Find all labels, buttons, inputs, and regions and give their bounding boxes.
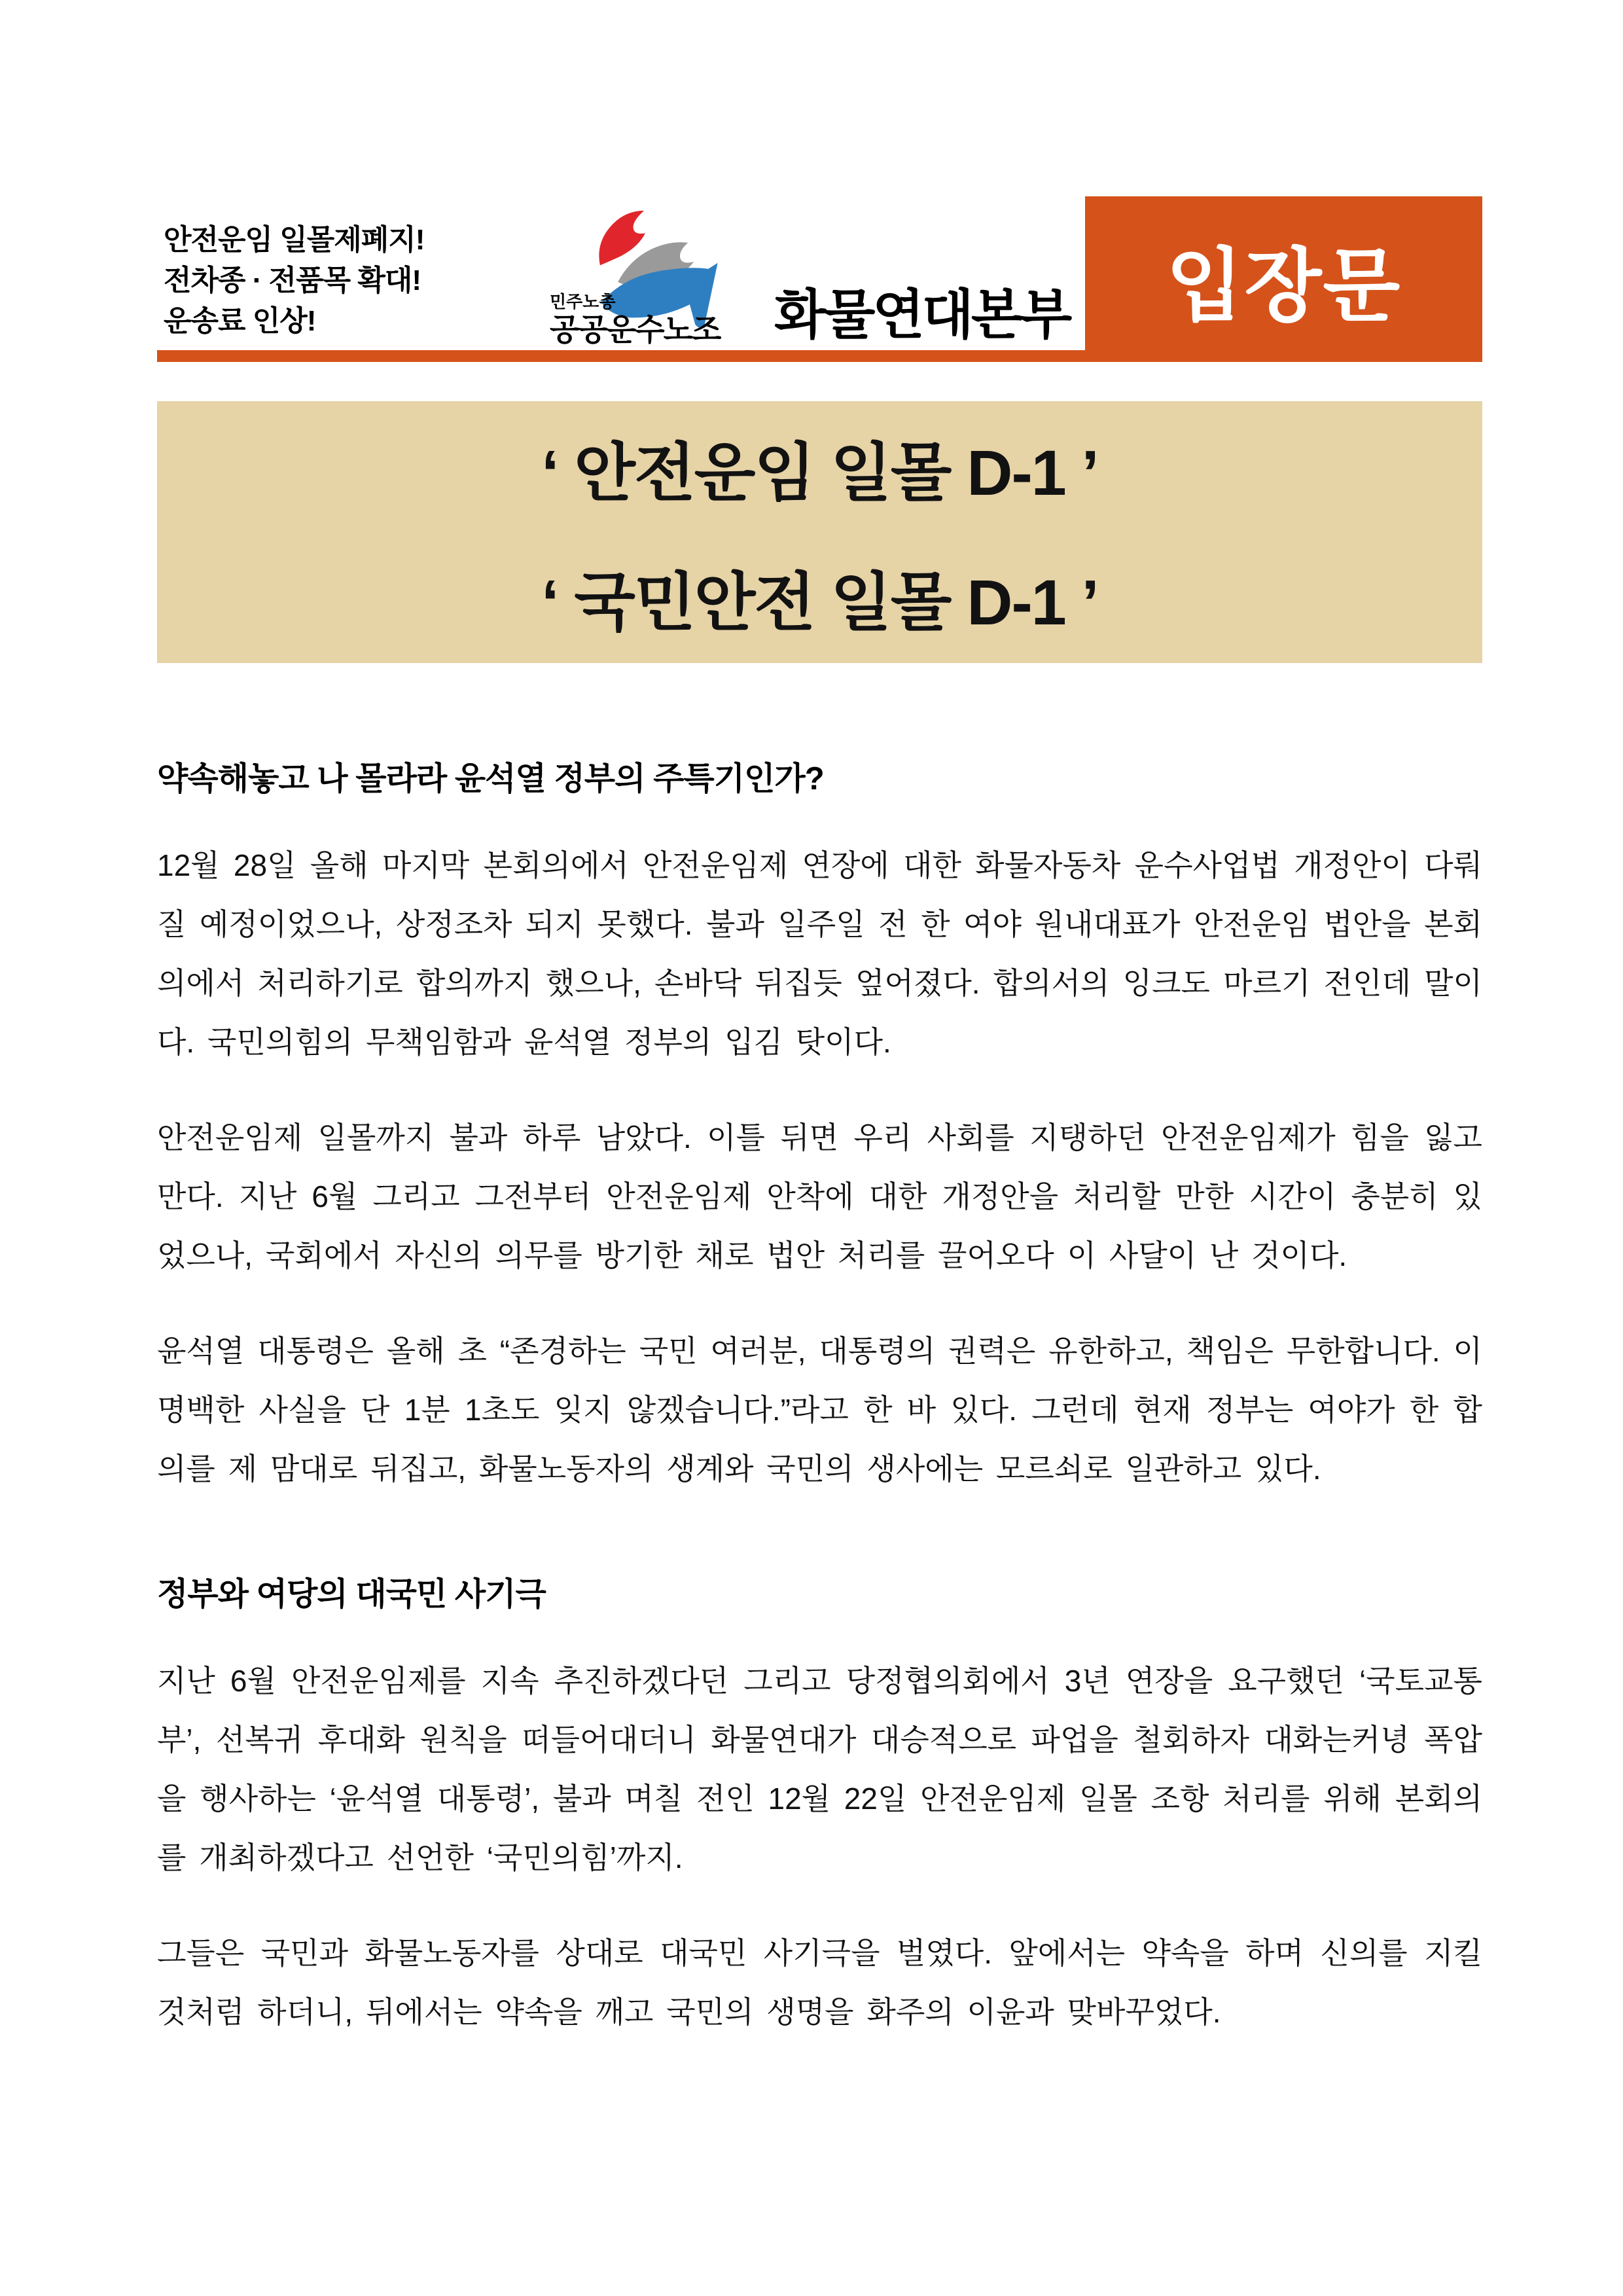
paragraph: 윤석열 대통령은 올해 초 “존경하는 국민 여러분, 대통령의 권력은 유한하고, 책임은 무한합니다. 이 명백한 사실을 단 1분 1초도 잊지 않겠습니다.”라고 한 바 있다. 그런데 현재 정부는 여야가 한 합의를 제 맘대로 뒤집고, 화물노동자의 생계와 국민의 생사에는 모르쇠로 일관하고 있다. [157, 1334, 1482, 1486]
union-slogan [164, 220, 424, 342]
title-line: ‘ 국민안전 일몰 D-1 ’ [541, 567, 1098, 638]
division-name: 화물연대본부 [774, 285, 1070, 345]
section-heading: 약속해놓고 나 몰라라 윤석열 정부의 주특기인가? [157, 761, 824, 797]
slogan-line: 안전운임 일몰제폐지! [164, 224, 425, 256]
paragraph: 12월 28일 올해 마지막 본회의에서 안전운임제 연장에 대한 화물자동차 운수사업법 개정안이 다뤄질 예정이었으나, 상정조차 되지 못했다. 불과 일주일 전 한 여야 원내대표가 안전운임 법안을 본회의에서 처리하기로 합의까지 했으나, 손바닥 뒤집듯 엎어졌다. 합의서의 잉크도 마르기 전인데 말이다. 국민의힘의 무책임함과 윤석열 정부의 입김 탓이다. [157, 848, 1482, 1059]
title-line: ‘ 안전운임 일몰 D-1 ’ [541, 437, 1098, 509]
statement-badge: 입장문 [1085, 196, 1482, 362]
union-logo [550, 211, 1069, 345]
title-banner [157, 401, 1482, 663]
slogan-line: 전차종 · 전품목 확대! [164, 264, 421, 296]
section-heading: 정부와 여당의 대국민 사기극 [157, 1577, 546, 1612]
union-mark [550, 211, 721, 347]
slogan-line: 운송료 인상! [164, 305, 316, 337]
paragraph: 그들은 국민과 화물노동자를 상대로 대국민 사기극을 벌였다. 앞에서는 약속을 하며 신의를 지킬 것처럼 하더니, 뒤에서는 약속을 깨고 국민의 생명을 화주의 이윤과 맞바꾸었다. [157, 1936, 1482, 2029]
union-text [550, 293, 720, 345]
paragraph: 지난 6월 안전운임제를 지속 추진하겠다던 그리고 당정협의회에서 3년 연장을 요구했던 ‘국토교통부’, 선복귀 후대화 원칙을 떠들어대더니 화물연대가 대승적으로 파업을 철회하자 대화는커녕 폭압을 행사하는 ‘윤석열 대통령’, 불과 며칠 전인 12월 22일 안전운임제 일몰 조항 처리를 위해 본회의를 개최하겠다고 선언한 ‘국민의힘’까지. [157, 1664, 1482, 1874]
union-name: 공공운수노조 [550, 312, 721, 347]
header [157, 196, 1482, 362]
federation-name: 민주노총 [550, 292, 616, 312]
paragraph: 안전운임제 일몰까지 불과 하루 남았다. 이틀 뒤면 우리 사회를 지탱하던 안전운임제가 힘을 잃고 만다. 지난 6월 그리고 그전부터 안전운임제 안착에 대한 개정안을 처리할 만한 시간이 충분히 있었으나, 국회에서 자신의 의무를 방기한 채로 법안 처리를 끌어오다 이 사달이 난 것이다. [157, 1121, 1482, 1272]
header-rule [157, 350, 1482, 362]
